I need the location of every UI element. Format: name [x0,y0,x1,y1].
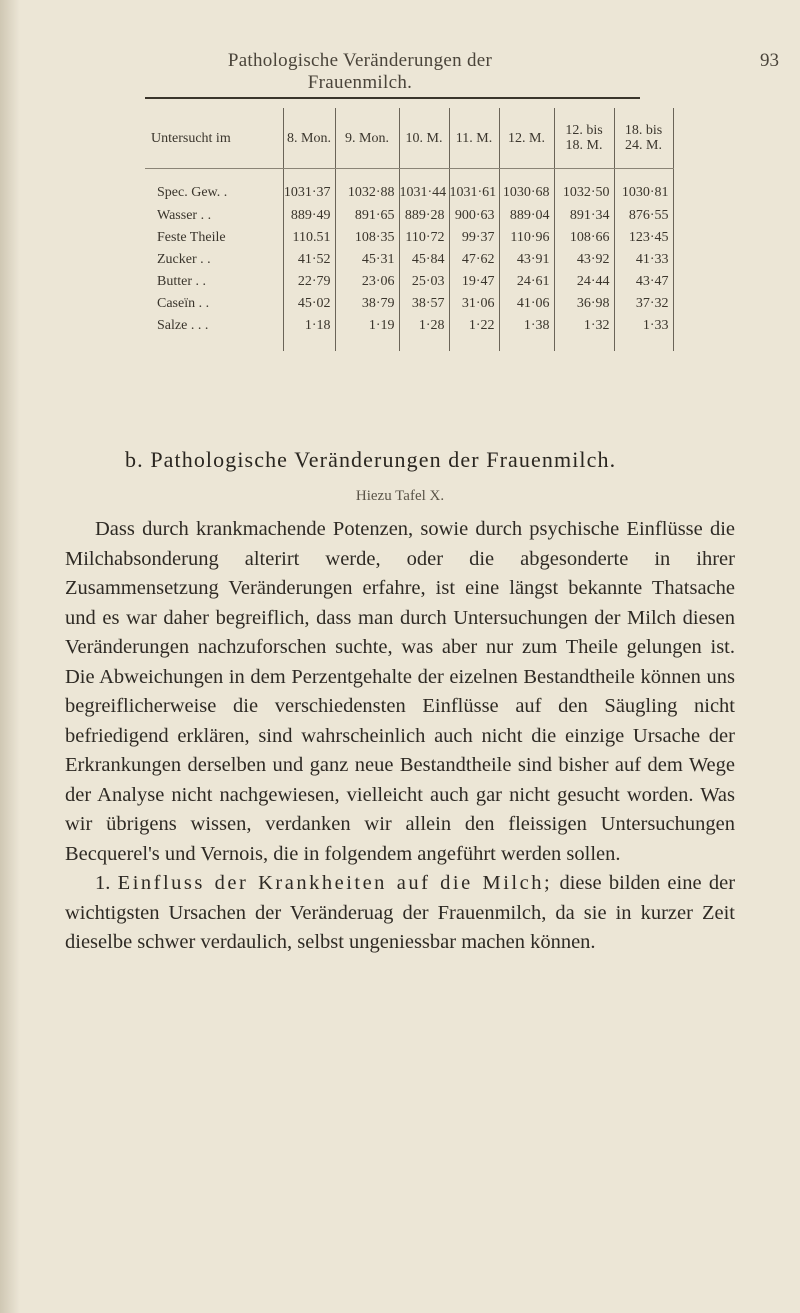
table-cell: 1·32 [554,315,614,351]
table-cell: 43·92 [554,249,614,271]
table-cell: 1·28 [399,315,449,351]
table-row [145,169,673,206]
column-header: 10. M. [399,108,449,169]
table-cell: 108·66 [554,227,614,249]
paragraph [65,869,735,958]
table-cell: 1·33 [614,315,673,351]
row-label: Caseïn . . [145,293,283,315]
paragraph: Dass durch krankmachende Potenzen, sowie durch psychische Einflüsse die Milchabsonderung alterirt werde, oder die abgesonderte in ihrer Zusammensetzung Veränderungen erfahre, ist eine längst bekannte Thatsache und es war daher begreiflich, dass man durch Untersuchungen der Milch diesen Veränderungen nachzuforschen suchte, was aber nur zum Theile gelungen ist. Die Abweichungen in dem Perzentgehalte der eizelnen Bestandtheile können uns begreiflicherweise die verschiedensten Einflüsse auf den Säugling nicht befriedigend erklären, sind wahrscheinlich auch nicht die einzige Ursache der Erkrankungen derselben und ganz neue Bestandtheile sind bisher auf dem Wege der Analyse nicht nachgewiesen, vielleicht auch gar nicht gesucht worden. Was wir übrigens wissen, verdanken wir allein den fleissigen Untersuchungen Becquerel's und Vernois, die in folgendem angeführt werden sollen. [65,518,735,865]
table-cell: 23·06 [335,271,399,293]
table-cell: 1030·68 [499,169,554,206]
table-cell: 1032·88 [335,169,399,206]
table-cell: 24·61 [499,271,554,293]
table-cell: 38·57 [399,293,449,315]
table-cell: 1·38 [499,315,554,351]
table-cell: 1·19 [335,315,399,351]
table-cell: 891·34 [554,205,614,227]
section-heading-title: Pathologische Veränderungen der Frauenmilch. [150,447,617,472]
table-cell: 889·04 [499,205,554,227]
table-cell: 110·96 [499,227,554,249]
column-header: Untersucht im [145,108,283,169]
table-top-rule [145,97,640,99]
table-cell: 45·02 [283,293,335,315]
milk-composition-table [145,108,673,351]
table-cell: 37·32 [614,293,673,315]
table-cell: 41·52 [283,249,335,271]
table-cell: 22·79 [283,271,335,293]
table-cell: 38·79 [335,293,399,315]
paragraph-number: 1. [95,872,111,894]
table-cell: 1031·44 [399,169,449,206]
column-header: 9. Mon. [335,108,399,169]
column-header: 8. Mon. [283,108,335,169]
table-cell: 31·06 [449,293,499,315]
column-header: 18. bis 24. M. [614,108,673,169]
table-header-row [145,108,673,169]
table-cell: 891·65 [335,205,399,227]
page-number: 93 [760,50,779,71]
row-label: Spec. Gew. . [145,169,283,206]
table-cell: 45·84 [399,249,449,271]
table-cell: 876·55 [614,205,673,227]
table-cell: 25·03 [399,271,449,293]
table-cell: 1031·37 [283,169,335,206]
table-row [145,271,673,293]
table-row [145,205,673,227]
table-row [145,249,673,271]
page-edge-shadow [0,0,20,1313]
row-label: Wasser . . [145,205,283,227]
row-label: Salze . . . [145,315,283,351]
table-cell: 110.51 [283,227,335,249]
table-cell: 889·49 [283,205,335,227]
table-row [145,315,673,351]
table-cell: 41·33 [614,249,673,271]
table-cell: 1031·61 [449,169,499,206]
column-header: 12. M. [499,108,554,169]
running-head [0,50,800,93]
table-cell: 24·44 [554,271,614,293]
table-cell: 43·91 [499,249,554,271]
table-cell: 1032·50 [554,169,614,206]
table-cell: 19·47 [449,271,499,293]
table-cell: 1·18 [283,315,335,351]
table-cell: 108·35 [335,227,399,249]
data-table [145,108,674,351]
table-cell: 43·47 [614,271,673,293]
row-label: Butter . . [145,271,283,293]
table-cell: 1030·81 [614,169,673,206]
table-cell: 1·22 [449,315,499,351]
row-label: Feste Theile [145,227,283,249]
column-header: 12. bis 18. M. [554,108,614,169]
table-cell: 41·06 [499,293,554,315]
table-cell: 123·45 [614,227,673,249]
column-header: 11. M. [449,108,499,169]
section-heading [125,447,755,473]
table-row [145,227,673,249]
body-text [65,515,735,958]
running-title: Pathologische Veränderungen der Frauenmilch. [227,50,493,93]
table-cell: 45·31 [335,249,399,271]
paragraph-text: diese bilden eine der wichtigsten Ursachen der Veränderuag der Frauenmilch, da sie in kurzer Zeit dieselbe schwer verdaulich, selbst ungeniessbar machen können. [65,872,736,953]
table-cell: 47·62 [449,249,499,271]
table-cell: 889·28 [399,205,449,227]
table-cell: 36·98 [554,293,614,315]
spaced-emphasis: Einfluss der Krankheiten auf die Milch; [117,872,553,894]
table-cell: 900·63 [449,205,499,227]
table-row [145,293,673,315]
section-subheading: Hiezu Tafel X. [355,488,445,504]
table-cell: 110·72 [399,227,449,249]
section-heading-prefix: b. [125,447,144,472]
table-cell: 99·37 [449,227,499,249]
row-label: Zucker . . [145,249,283,271]
